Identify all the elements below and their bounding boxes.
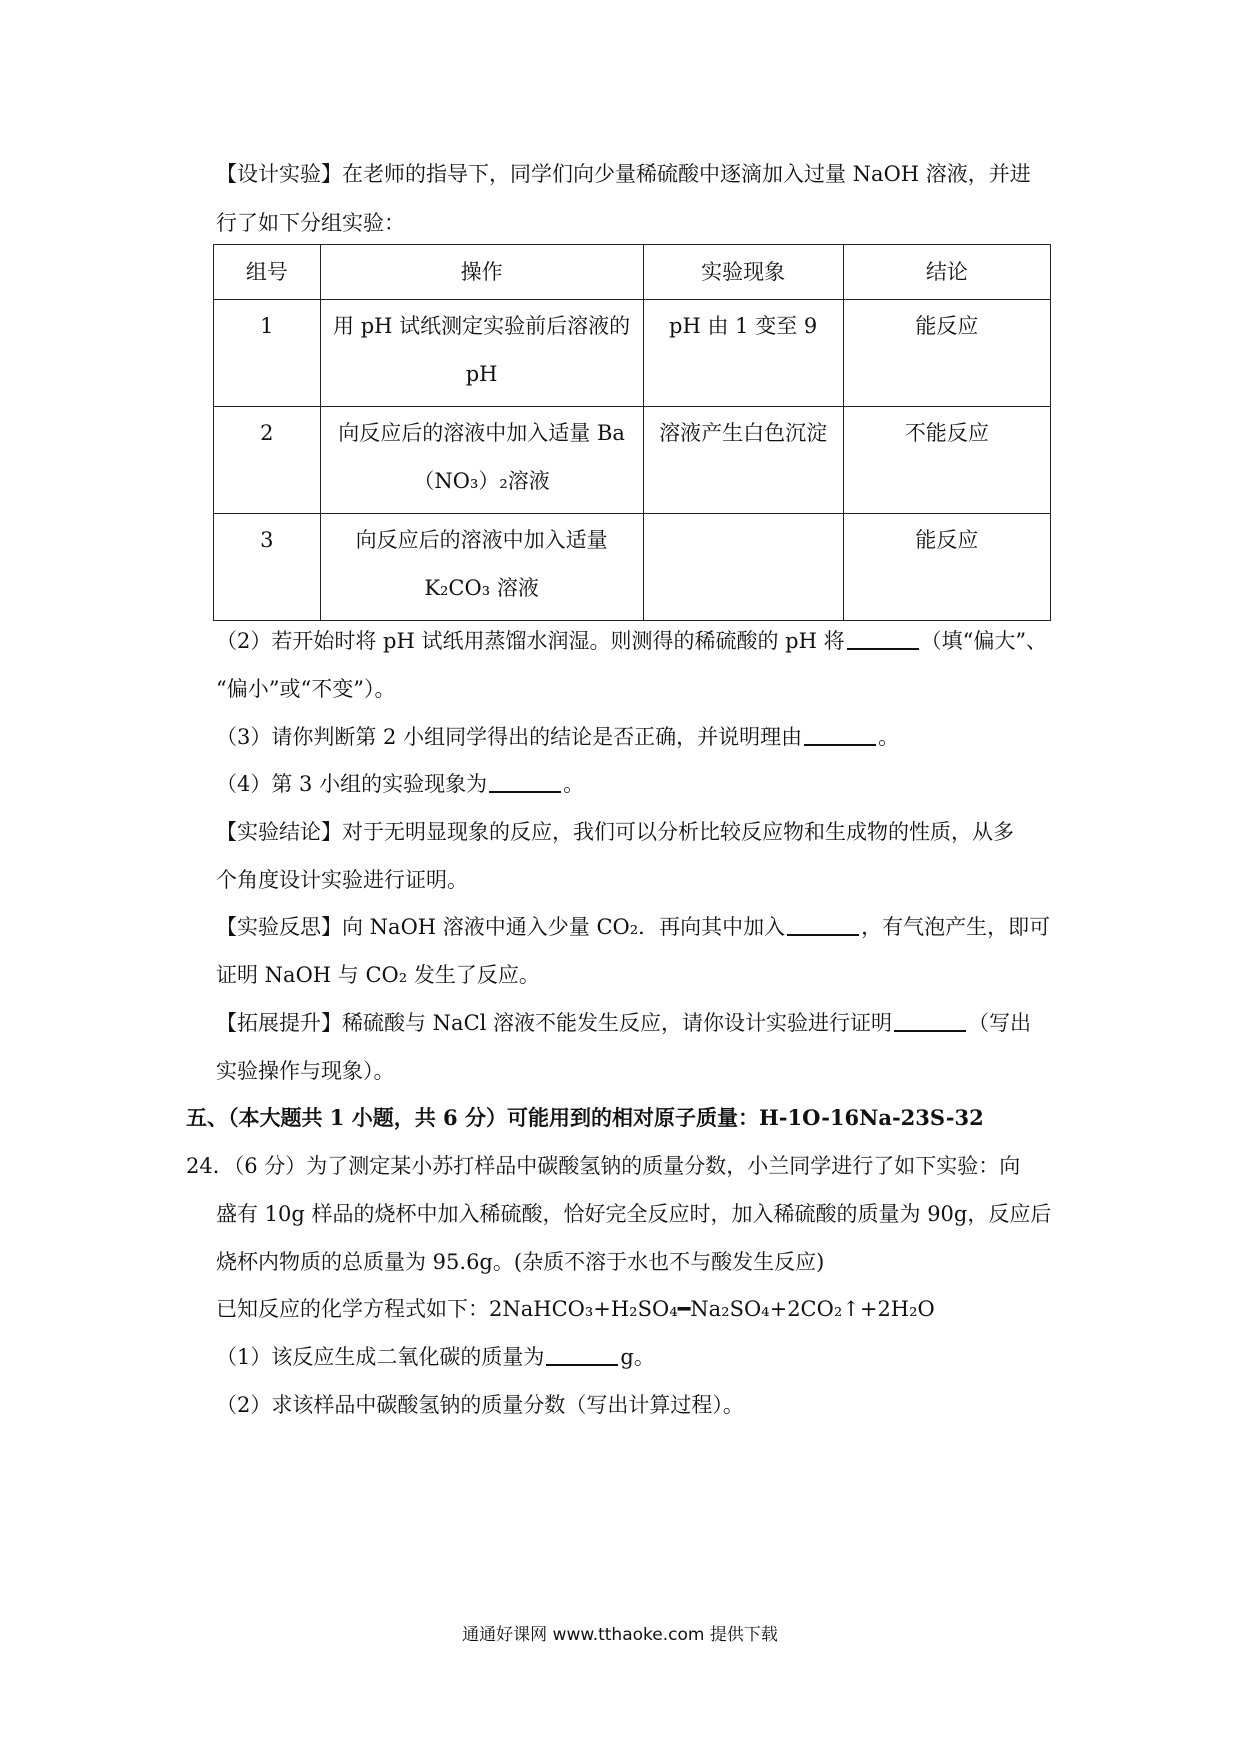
question-24-line-1: 24．（6 分）为了测定某小苏打样品中碳酸氢钠的质量分数，小兰同学进行了如下实验：向 xyxy=(186,1154,1021,1178)
row-conclusion: 不能反应 xyxy=(843,407,1050,514)
question-3-text: （3）请你判断第 2 小组同学得出的结论是否正确，并说明理由 xyxy=(216,725,803,749)
question-2-text: （2）若开始时将 pH 试纸用蒸馏水润湿。则测得的稀硫酸的 pH 将 xyxy=(216,629,845,653)
chemical-equation: 已知反应的化学方程式如下：2NaHCO₃+H₂SO₄━Na₂SO₄+2CO₂↑+2H₂O xyxy=(216,1297,935,1321)
row-number: 2 xyxy=(214,407,321,514)
conclusion-line-2: 个角度设计实验进行证明。 xyxy=(216,868,468,892)
answer-blank[interactable] xyxy=(894,1010,966,1032)
row-phenomenon: 溶液产生白色沉淀 xyxy=(643,407,843,514)
question-2-line-1 xyxy=(216,627,1047,655)
row-phenomenon: pH 由 1 变至 9 xyxy=(643,300,843,407)
answer-blank[interactable] xyxy=(787,914,859,936)
row-conclusion: 能反应 xyxy=(843,514,1050,621)
reflection-text-end: ，有气泡产生，即可 xyxy=(861,915,1051,939)
table-row xyxy=(214,300,1051,407)
header-group-no: 组号 xyxy=(214,245,321,300)
question-2-line-2: “偏小”或“不变”）。 xyxy=(216,677,396,701)
question-24-line-2: 盛有 10g 样品的烧杯中加入稀硫酸，恰好完全反应时，加入稀硫酸的质量为 90g，反应后 xyxy=(216,1202,1052,1226)
question-4-text: （4）第 3 小组的实验现象为 xyxy=(216,772,488,796)
row-number: 3 xyxy=(214,514,321,621)
answer-blank[interactable] xyxy=(804,724,876,746)
header-operation: 操作 xyxy=(320,245,643,300)
table-row xyxy=(214,407,1051,514)
row-phenomenon xyxy=(643,514,843,621)
intro-line-1: 【设计实验】在老师的指导下，同学们向少量稀硫酸中逐滴加入过量 NaOH 溶液，并进 xyxy=(216,162,1031,186)
sub-1-text: （1）该反应生成二氧化碳的质量为 xyxy=(216,1345,545,1369)
reflection-line-2: 证明 NaOH 与 CO₂ 发生了反应。 xyxy=(216,963,540,987)
conclusion-line-1: 【实验结论】对于无明显现象的反应，我们可以分析比较反应物和生成物的性质，从多 xyxy=(216,820,1014,844)
question-24-line-3: 烧杯内物质的总质量为 95.6g。(杂质不溶于水也不与酸发生反应) xyxy=(216,1250,825,1274)
header-phenomenon: 实验现象 xyxy=(643,245,843,300)
table-row xyxy=(214,514,1051,621)
answer-blank[interactable] xyxy=(489,771,561,793)
operation-line-1: 向反应后的溶液中加入适量 xyxy=(355,528,608,552)
row-number: 1 xyxy=(214,300,321,407)
question-24-sub-1 xyxy=(216,1343,655,1371)
reflection-line-1 xyxy=(216,913,1050,941)
question-4 xyxy=(216,770,584,798)
extension-line-2: 实验操作与现象）。 xyxy=(216,1059,395,1083)
operation-line-2: K₂CO₃ 溶液 xyxy=(424,576,539,600)
operation-line-1: 向反应后的溶液中加入适量 Ba xyxy=(338,421,625,445)
experiment-table xyxy=(213,244,1051,621)
table-header-row xyxy=(214,245,1051,300)
section-5-title: 五、（本大题共 1 小题，共 6 分）可能用到的相对原子质量：H-1O-16Na-23S-32 xyxy=(186,1105,984,1130)
row-conclusion: 能反应 xyxy=(843,300,1050,407)
sub-1-unit: g。 xyxy=(620,1345,655,1369)
question-4-end: 。 xyxy=(563,772,585,796)
reflection-text: 【实验反思】向 NaOH 溶液中通入少量 CO₂．再向其中加入 xyxy=(216,915,786,939)
extension-text-end: （写出 xyxy=(968,1011,1032,1035)
extension-text: 【拓展提升】稀硫酸与 NaCl 溶液不能发生反应，请你设计实验进行证明 xyxy=(216,1011,893,1035)
operation-line-1: 用 pH 试纸测定实验前后溶液的 xyxy=(333,314,631,338)
row-operation xyxy=(320,300,643,407)
extension-line-1 xyxy=(216,1009,1031,1037)
operation-line-2: （NO₃）₂溶液 xyxy=(413,469,550,493)
row-operation xyxy=(320,407,643,514)
question-3-end: 。 xyxy=(878,725,900,749)
footer-credit: 通通好课网 www.tthaoke.com 提供下载 xyxy=(462,1625,778,1645)
question-24-sub-2: （2）求该样品中碳酸氢钠的质量分数（写出计算过程）。 xyxy=(216,1393,744,1417)
question-3 xyxy=(216,723,899,751)
question-2-hint: （填“偏大”、 xyxy=(920,629,1048,653)
answer-blank[interactable] xyxy=(847,628,919,650)
answer-blank[interactable] xyxy=(546,1344,618,1366)
header-conclusion: 结论 xyxy=(843,245,1050,300)
operation-line-2: pH xyxy=(465,362,498,386)
intro-line-2: 行了如下分组实验： xyxy=(216,211,405,235)
row-operation xyxy=(320,514,643,621)
